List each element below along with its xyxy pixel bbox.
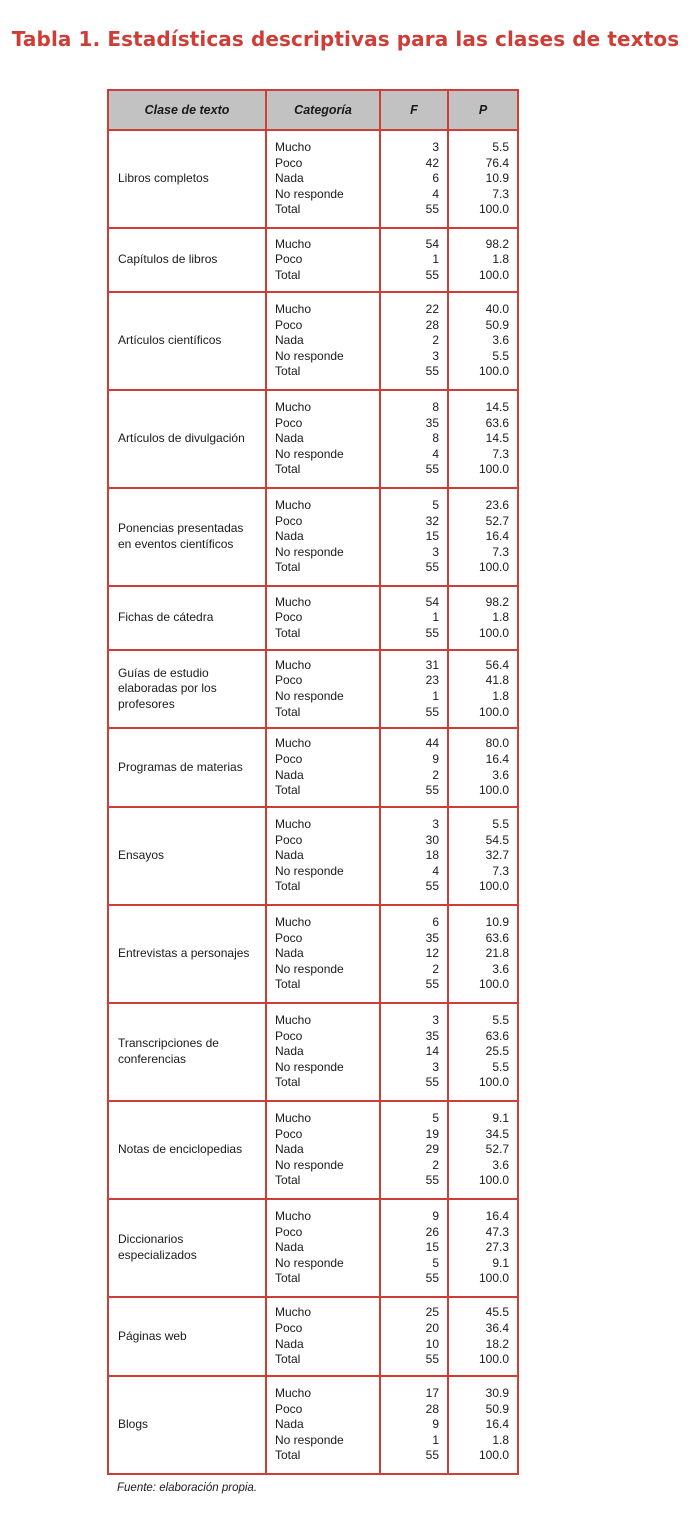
cell-categoria-value: Nada: [275, 1336, 304, 1351]
cell-categoria-value: No responde: [275, 1255, 344, 1270]
cell-p-value: 36.4: [485, 1320, 509, 1335]
cell-p-value: 76.4: [485, 155, 509, 170]
cell-categoria-value: Total: [275, 364, 301, 379]
cell-p-value: 98.2: [485, 594, 509, 609]
cell-f-value: 2: [432, 333, 439, 348]
cell-f-value: 55: [425, 879, 439, 894]
cell-p-value: 100.0: [478, 704, 509, 719]
header-row: [108, 90, 518, 130]
cell-f-value: 35: [425, 415, 439, 430]
cell-categoria-value: Total: [275, 267, 301, 282]
cell-f-value: 55: [425, 462, 439, 477]
cell-p-value: 100.0: [478, 783, 509, 798]
cell-categoria: [266, 650, 380, 728]
cell-f-value: 12: [425, 946, 439, 961]
cell-categoria-value: Nada: [275, 946, 304, 961]
table-row: [108, 1003, 518, 1101]
cell-p: [448, 1297, 518, 1376]
cell-p-value: 56.4: [485, 657, 509, 672]
cell-categoria-value: Total: [275, 462, 301, 477]
cell-clase: Artículos de divulgación: [108, 390, 266, 488]
cell-categoria: [266, 228, 380, 292]
cell-clase: Guías de estudio elaboradas por los profesores: [108, 650, 266, 728]
cell-p-value: 5.5: [492, 1059, 509, 1074]
cell-p-value: 50.9: [485, 317, 509, 332]
cell-p: [448, 728, 518, 807]
cell-p-value: 100.0: [478, 462, 509, 477]
cell-f-value: 29: [425, 1142, 439, 1157]
cell-clase: Ponencias presentadas en eventos científicos: [108, 488, 266, 586]
cell-clase: Ensayos: [108, 807, 266, 905]
cell-categoria-value: Total: [275, 1448, 301, 1463]
cell-categoria-value: Total: [275, 1352, 301, 1367]
cell-categoria-value: Poco: [275, 513, 303, 528]
cell-categoria-value: Mucho: [275, 915, 312, 930]
cell-clase: Transcripciones de conferencias: [108, 1003, 266, 1101]
cell-f-value: 54: [425, 236, 439, 251]
cell-categoria-value: Mucho: [275, 1386, 312, 1401]
cell-f-value: 17: [425, 1386, 439, 1401]
cell-f: [380, 1297, 448, 1376]
cell-f-value: 55: [425, 1173, 439, 1188]
cell-p-value: 100.0: [478, 560, 509, 575]
cell-f-value: 1: [432, 689, 439, 703]
cell-p-value: 1.8: [492, 1432, 509, 1447]
cell-categoria-value: Total: [275, 1271, 301, 1286]
cell-clase: Notas de enciclopedias: [108, 1101, 266, 1199]
cell-p-value: 100.0: [478, 879, 509, 894]
cell-f-value: 1: [432, 610, 439, 625]
cell-f-value: 10: [425, 1336, 439, 1351]
cell-f: [380, 130, 448, 228]
cell-p: [448, 1003, 518, 1101]
cell-categoria-value: Poco: [275, 1401, 303, 1416]
cell-categoria-value: Poco: [275, 1320, 303, 1335]
table-body: [108, 130, 518, 1474]
cell-p-value: 63.6: [485, 930, 509, 945]
cell-f-value: 25: [425, 1305, 439, 1320]
cell-f-value: 8: [432, 431, 439, 446]
cell-p-value: 5.5: [492, 348, 509, 363]
cell-categoria-value: Poco: [275, 155, 303, 170]
cell-categoria-value: Mucho: [275, 302, 312, 317]
cell-p-value: 3.6: [492, 767, 509, 782]
cell-clase: Fichas de cátedra: [108, 586, 266, 650]
cell-f-value: 31: [425, 657, 439, 672]
cell-categoria-value: No responde: [275, 1059, 344, 1074]
cell-categoria-value: Mucho: [275, 1305, 312, 1320]
cell-f-value: 2: [432, 961, 439, 976]
cell-p-value: 100.0: [478, 1352, 509, 1367]
cell-f-value: 1: [432, 252, 439, 267]
table-row: [108, 488, 518, 586]
cell-f-value: 9: [432, 1209, 439, 1224]
cell-categoria: [266, 1376, 380, 1474]
cell-f-value: 55: [425, 977, 439, 992]
cell-categoria-value: Nada: [275, 767, 304, 782]
cell-p-value: 30.9: [485, 1386, 509, 1401]
cell-f-value: 15: [425, 1240, 439, 1255]
cell-categoria-value: Total: [275, 202, 301, 217]
header-p: P: [448, 90, 518, 130]
cell-p-value: 50.9: [485, 1401, 509, 1416]
cell-p: [448, 488, 518, 586]
cell-categoria-value: Poco: [275, 832, 303, 847]
cell-categoria-value: Nada: [275, 1044, 304, 1059]
cell-categoria-value: Mucho: [275, 594, 312, 609]
cell-f-value: 4: [432, 446, 439, 461]
cell-p-value: 14.5: [485, 431, 509, 446]
cell-f-value: 42: [425, 155, 439, 170]
cell-p-value: 5.5: [492, 140, 509, 155]
cell-f-value: 55: [425, 364, 439, 379]
cell-p-value: 100.0: [478, 267, 509, 282]
cell-p-value: 32.7: [485, 848, 509, 863]
cell-f-value: 26: [425, 1224, 439, 1239]
cell-p-value: 7.3: [492, 863, 509, 878]
cell-p-value: 10.9: [485, 915, 509, 930]
cell-f-value: 3: [432, 817, 439, 832]
cell-clase: Entrevistas a personajes: [108, 905, 266, 1003]
cell-p-value: 16.4: [485, 1209, 509, 1224]
cell-f-value: 22: [425, 302, 439, 317]
table-row: [108, 905, 518, 1003]
cell-p-value: 45.5: [485, 1305, 509, 1320]
cell-p-value: 3.6: [492, 1157, 509, 1172]
cell-categoria-value: No responde: [275, 961, 344, 976]
cell-f-value: 55: [425, 267, 439, 282]
cell-f-value: 35: [425, 1028, 439, 1043]
cell-f-value: 5: [432, 1111, 439, 1126]
cell-f: [380, 292, 448, 390]
cell-p: [448, 228, 518, 292]
cell-f: [380, 807, 448, 905]
cell-p-value: 52.7: [485, 513, 509, 528]
cell-f: [380, 650, 448, 728]
cell-p-value: 40.0: [485, 302, 509, 317]
cell-f-value: 6: [432, 171, 439, 186]
cell-categoria-value: Mucho: [275, 1209, 312, 1224]
cell-f-value: 14: [425, 1044, 439, 1059]
cell-f-value: 55: [425, 1448, 439, 1463]
table-row: [108, 807, 518, 905]
cell-p: [448, 905, 518, 1003]
cell-f-value: 1: [432, 1432, 439, 1447]
cell-categoria-value: Total: [275, 783, 301, 798]
cell-p-value: 18.2: [485, 1336, 509, 1351]
cell-p-value: 1.8: [492, 252, 509, 267]
cell-p-value: 100.0: [478, 1173, 509, 1188]
cell-clase: Páginas web: [108, 1297, 266, 1376]
source-note: Fuente: elaboración propia.: [117, 1482, 258, 1494]
cell-f: [380, 390, 448, 488]
cell-p-value: 100.0: [478, 625, 509, 640]
cell-f-value: 18: [425, 848, 439, 863]
cell-p-value: 1.8: [492, 689, 509, 703]
cell-categoria: [266, 1199, 380, 1297]
cell-f-value: 2: [432, 1157, 439, 1172]
cell-p: [448, 650, 518, 728]
cell-p-value: 3.6: [492, 961, 509, 976]
cell-categoria-value: Nada: [275, 171, 304, 186]
cell-categoria: [266, 1003, 380, 1101]
cell-p-value: 16.4: [485, 529, 509, 544]
cell-clase: Programas de materias: [108, 728, 266, 807]
cell-f-value: 55: [425, 1352, 439, 1367]
cell-p-value: 100.0: [478, 1448, 509, 1463]
cell-categoria: [266, 807, 380, 905]
cell-categoria: [266, 728, 380, 807]
header-f: F: [380, 90, 448, 130]
cell-f-value: 20: [425, 1320, 439, 1335]
cell-p-value: 16.4: [485, 1417, 509, 1432]
cell-categoria: [266, 1297, 380, 1376]
cell-f-value: 4: [432, 186, 439, 201]
cell-f: [380, 1101, 448, 1199]
cell-f-value: 3: [432, 140, 439, 155]
cell-f-value: 30: [425, 832, 439, 847]
cell-f-value: 44: [425, 736, 439, 751]
table-row: [108, 130, 518, 228]
cell-p-value: 9.1: [492, 1255, 509, 1270]
cell-f-value: 35: [425, 930, 439, 945]
cell-categoria-value: Poco: [275, 1126, 303, 1141]
cell-p-value: 7.3: [492, 186, 509, 201]
table-row: [108, 1101, 518, 1199]
cell-p-value: 27.3: [485, 1240, 509, 1255]
cell-p-value: 25.5: [485, 1044, 509, 1059]
cell-categoria-value: Poco: [275, 415, 303, 430]
cell-categoria-value: Total: [275, 704, 301, 719]
cell-p: [448, 1101, 518, 1199]
header-categoria: Categoría: [266, 90, 380, 130]
cell-categoria: [266, 390, 380, 488]
cell-p-value: 34.5: [485, 1126, 509, 1141]
cell-f-value: 55: [425, 560, 439, 575]
cell-p: [448, 1376, 518, 1474]
cell-categoria-value: No responde: [275, 348, 344, 363]
cell-categoria-value: No responde: [275, 1432, 344, 1447]
cell-categoria-value: Nada: [275, 1240, 304, 1255]
table-row: [108, 650, 518, 728]
cell-clase: Blogs: [108, 1376, 266, 1474]
header-clase: Clase de texto: [108, 90, 266, 130]
cell-f-value: 23: [425, 673, 439, 688]
cell-categoria-value: Nada: [275, 1142, 304, 1157]
table-row: [108, 1376, 518, 1474]
table-row: [108, 1297, 518, 1376]
cell-p-value: 3.6: [492, 333, 509, 348]
cell-f: [380, 1003, 448, 1101]
cell-p: [448, 807, 518, 905]
cell-f-value: 19: [425, 1126, 439, 1141]
cell-clase: Diccionarios especializados: [108, 1199, 266, 1297]
cell-p: [448, 390, 518, 488]
cell-categoria-value: Mucho: [275, 817, 312, 832]
cell-f-value: 9: [432, 751, 439, 766]
table-row: [108, 728, 518, 807]
cell-categoria-value: Poco: [275, 751, 303, 766]
cell-p-value: 63.6: [485, 415, 509, 430]
cell-p-value: 5.5: [492, 817, 509, 832]
cell-categoria-value: Total: [275, 1075, 301, 1090]
cell-p: [448, 1199, 518, 1297]
cell-f-value: 2: [432, 767, 439, 782]
cell-p-value: 10.9: [485, 171, 509, 186]
cell-f-value: 3: [432, 1059, 439, 1074]
cell-categoria-value: Mucho: [275, 498, 312, 513]
cell-categoria-value: No responde: [275, 1157, 344, 1172]
cell-categoria-value: Nada: [275, 1417, 304, 1432]
cell-categoria-value: Mucho: [275, 736, 312, 751]
cell-f: [380, 228, 448, 292]
cell-f-value: 8: [432, 400, 439, 415]
table-row: [108, 228, 518, 292]
cell-f-value: 3: [432, 348, 439, 363]
cell-p-value: 100.0: [478, 1271, 509, 1286]
table-row: [108, 292, 518, 390]
statistics-table: [107, 89, 519, 1475]
cell-categoria-value: Nada: [275, 848, 304, 863]
cell-p: [448, 292, 518, 390]
cell-p: [448, 130, 518, 228]
cell-categoria: [266, 905, 380, 1003]
cell-p-value: 14.5: [485, 400, 509, 415]
cell-categoria-value: Poco: [275, 673, 303, 688]
cell-f-value: 54: [425, 594, 439, 609]
cell-f: [380, 728, 448, 807]
cell-p-value: 100.0: [478, 1075, 509, 1090]
cell-f-value: 5: [432, 1255, 439, 1270]
cell-categoria: [266, 292, 380, 390]
cell-f-value: 28: [425, 317, 439, 332]
cell-f-value: 55: [425, 1075, 439, 1090]
cell-categoria-value: Mucho: [275, 1111, 312, 1126]
cell-p-value: 1.8: [492, 610, 509, 625]
cell-p-value: 41.8: [485, 673, 509, 688]
cell-f-value: 6: [432, 915, 439, 930]
cell-categoria-value: No responde: [275, 544, 344, 559]
cell-p-value: 98.2: [485, 236, 509, 251]
cell-clase: Artículos científicos: [108, 292, 266, 390]
cell-categoria-value: Poco: [275, 1028, 303, 1043]
cell-p: [448, 586, 518, 650]
cell-categoria-value: No responde: [275, 863, 344, 878]
cell-f-value: 4: [432, 863, 439, 878]
cell-f-value: 55: [425, 783, 439, 798]
cell-p-value: 7.3: [492, 544, 509, 559]
cell-categoria-value: Total: [275, 560, 301, 575]
cell-categoria: [266, 1101, 380, 1199]
cell-categoria-value: Poco: [275, 252, 303, 267]
cell-p-value: 80.0: [485, 736, 509, 751]
cell-categoria-value: Mucho: [275, 140, 312, 155]
cell-f-value: 28: [425, 1401, 439, 1416]
cell-p-value: 100.0: [478, 364, 509, 379]
cell-f-value: 15: [425, 529, 439, 544]
cell-categoria-value: Total: [275, 879, 301, 894]
cell-f-value: 9: [432, 1417, 439, 1432]
cell-categoria-value: Nada: [275, 529, 304, 544]
cell-clase: Capítulos de libros: [108, 228, 266, 292]
cell-categoria: [266, 488, 380, 586]
cell-f: [380, 1376, 448, 1474]
cell-categoria: [266, 586, 380, 650]
cell-f: [380, 488, 448, 586]
cell-categoria-value: Mucho: [275, 657, 312, 672]
cell-p-value: 16.4: [485, 751, 509, 766]
cell-categoria-value: Nada: [275, 333, 304, 348]
table-title: Tabla 1. Estadísticas descriptivas para las clases de textos: [11, 27, 680, 51]
table-row: [108, 1199, 518, 1297]
cell-categoria-value: Mucho: [275, 236, 312, 251]
cell-categoria-value: Total: [275, 977, 301, 992]
cell-f-value: 55: [425, 202, 439, 217]
cell-categoria-value: Poco: [275, 610, 303, 625]
cell-categoria-value: Poco: [275, 930, 303, 945]
table-row: [108, 390, 518, 488]
cell-categoria-value: No responde: [275, 186, 344, 201]
cell-f: [380, 1199, 448, 1297]
cell-f-value: 32: [425, 513, 439, 528]
cell-p-value: 63.6: [485, 1028, 509, 1043]
cell-categoria-value: Poco: [275, 317, 303, 332]
cell-categoria-value: Total: [275, 625, 301, 640]
cell-p-value: 9.1: [492, 1111, 509, 1126]
cell-f-value: 3: [432, 544, 439, 559]
cell-categoria-value: No responde: [275, 446, 344, 461]
cell-p-value: 21.8: [485, 946, 509, 961]
cell-p-value: 100.0: [478, 977, 509, 992]
cell-p-value: 23.6: [485, 498, 509, 513]
cell-categoria-value: Mucho: [275, 400, 312, 415]
cell-categoria-value: No responde: [275, 689, 344, 703]
cell-f: [380, 905, 448, 1003]
cell-f-value: 3: [432, 1013, 439, 1028]
cell-categoria-value: Total: [275, 1173, 301, 1188]
cell-p-value: 47.3: [485, 1224, 509, 1239]
cell-clase: Libros completos: [108, 130, 266, 228]
cell-f-value: 55: [425, 625, 439, 640]
cell-f: [380, 586, 448, 650]
table-row: [108, 586, 518, 650]
cell-p-value: 7.3: [492, 446, 509, 461]
cell-categoria-value: Mucho: [275, 1013, 312, 1028]
cell-categoria-value: Poco: [275, 1224, 303, 1239]
cell-p-value: 5.5: [492, 1013, 509, 1028]
cell-f-value: 5: [432, 498, 439, 513]
cell-categoria-value: Nada: [275, 431, 304, 446]
cell-p-value: 52.7: [485, 1142, 509, 1157]
cell-p-value: 54.5: [485, 832, 509, 847]
cell-p-value: 100.0: [478, 202, 509, 217]
cell-f-value: 55: [425, 1271, 439, 1286]
cell-categoria: [266, 130, 380, 228]
cell-f-value: 55: [425, 704, 439, 719]
